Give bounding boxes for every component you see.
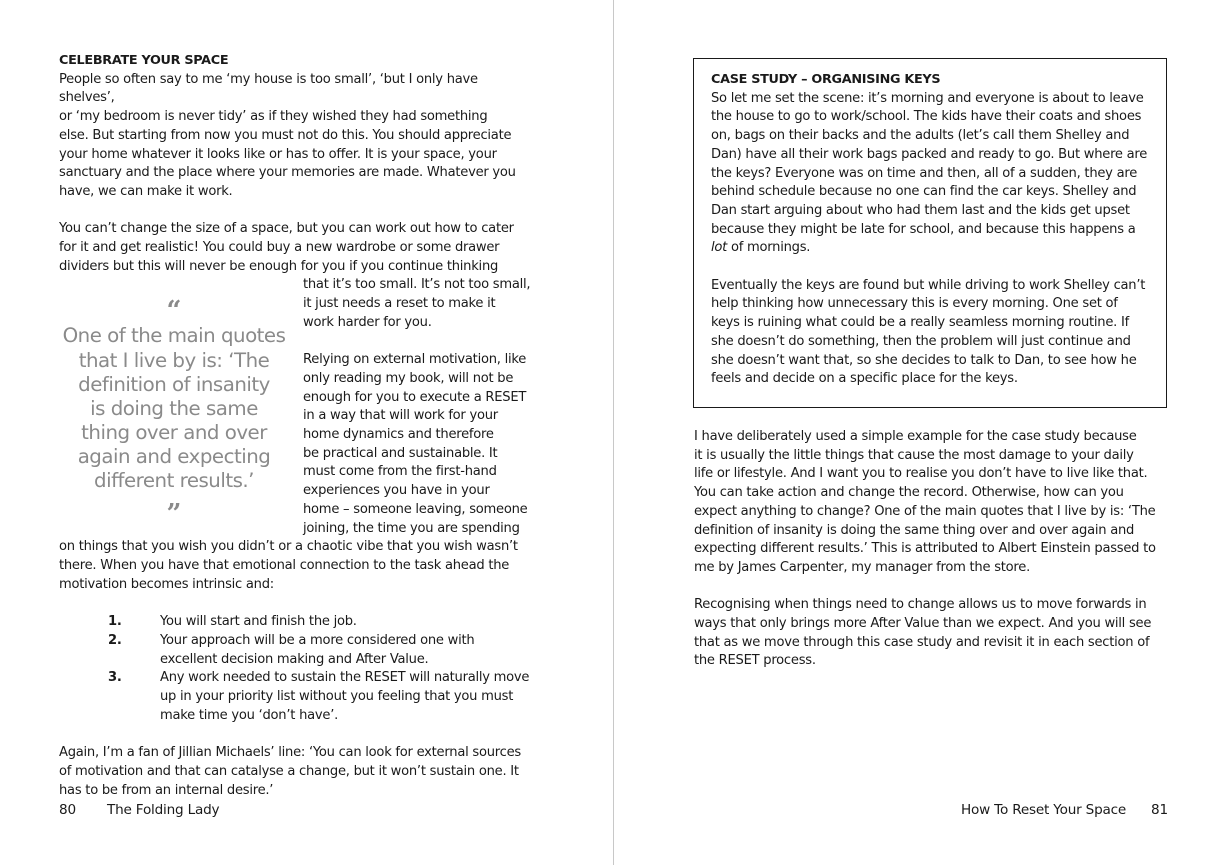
page-number-left: 80: [59, 802, 76, 818]
emphasis: lot: [711, 240, 728, 256]
paragraph-size: You can’t change the size of a space, but you can work out how to cater for it and get realistic! You could buy a new wardrobe or some drawer dividers but this will never be enough for you if you continue thinking: [59, 221, 514, 274]
list-number: 3.: [108, 670, 122, 686]
paragraph-simple-example: I have deliberately used a simple example for the case study because it is usually the little things that cause the most damage to your daily life or lifestyle. And I want you to realise you don’t have to live like that. You can take action and change the record. Otherwise, how can you expect anything to change? One of the main quotes that I live by is: ‘The definition of insanity is doing the same thing over and over again and expecting different results.’ This is attributed to Albert Einstein passed to me by James Carpenter, my manager from the store.: [694, 429, 1156, 575]
left-text-column: [59, 52, 534, 800]
left-page: [0, 0, 613, 865]
paragraph-jillian: Again, I’m a fan of Jillian Michaels’ line: ‘You can look for external sources of motivation and that can catalyse a change, but it won’t sustain one. It has to be from an internal desire.’: [59, 745, 521, 798]
list-number: 1.: [108, 614, 122, 630]
section-heading: CELEBRATE YOUR SPACE: [59, 53, 229, 68]
paragraph-celebrate: People so often say to me ‘my house is too small’, ‘but I only have shelves’, or ‘my bedroom is never tidy’ as if they wished they had something else. But starting from now you must not do this. You should appreciate your home whatever it looks like or has to offer. It is your space, your sanctuary and the place where your memories are made. Whatever you have, we can make it work.: [59, 71, 516, 199]
page-number-right: 81: [1151, 802, 1168, 818]
list-item: 2. Your approach will be a more considered one with excellent decision making and After Value.: [108, 632, 475, 667]
case-study-paragraph-2: Eventually the keys are found but while driving to work Shelley can’t help thinking how unnecessary this is every morning. One set of keys is ruining what could be a really seamless morning routine. If she doesn’t do something, then the problem will just continue and she doesn’t want that, so she decides to talk to Dan, to see how he feels and decide on a specific place for the keys.: [711, 277, 1146, 387]
wrapped-text: that it’s too small. It’s not too small, it just needs a reset to make it work harder for you. Relying on external motivation, like only reading my book, will not be enough for you to execute a RESET in a way that will work for your home dynamics and therefore be practical and sustainable. It must come from the first-hand experiences you have in your home – someone leaving, someone joining, the time you are spending: [303, 277, 531, 536]
case-study-box: [693, 58, 1167, 408]
list-item: 1. You will start and finish the job.: [108, 613, 534, 632]
case-study-paragraph-1: So let me set the scene: it’s morning and everyone is about to leave the house to go to work/school. The kids have their coats and shoes on, bags on their backs and the adults (let’s call them Shelley and Dan) have all their work bags packed and ready to go. But where are the keys? Everyone was on time and then, all of a sudden, they are behind schedule because no one can find the car keys. Shelley and Dan start arguing about who had them last and the kids get upset because they might be late for school, and because this happens a lot of mornings.: [711, 90, 1148, 256]
list-number: 2.: [108, 632, 122, 648]
pull-quote: [59, 296, 289, 530]
paragraph-recognising: Recognising when things need to change allows us to move forwards in ways that only brings more After Value than we expect. And you will see that as we move through this case study and revisit it in each section of the RESET process.: [694, 597, 1152, 669]
paragraph-motivation: on things that you wish you didn’t or a chaotic vibe that you wish wasn’t there. When you have that emotional connection to the task ahead the motivation becomes intrinsic and:: [59, 539, 518, 592]
pull-quote-text: One of the main quotes that I live by is: ‘The definition of insanity is doing the same thing over and over again and expecting different results.’: [62, 324, 286, 492]
running-title-left: The Folding Lady: [107, 802, 220, 818]
pullquote-wrap-area: [59, 276, 534, 538]
list-item: 3. Any work needed to sustain the RESET will naturally move up in your priority list without you feeling that you must make time you ‘don’t have’.: [108, 670, 530, 723]
case-study-heading: CASE STUDY – ORGANISING KEYS: [711, 72, 941, 87]
open-quote-mark: “: [166, 296, 182, 327]
running-title-right: How To Reset Your Space: [961, 802, 1127, 818]
close-quote-mark: ”: [166, 499, 182, 530]
numbered-list: [108, 613, 534, 725]
right-page: [614, 0, 1228, 865]
right-text-column: [694, 428, 1168, 671]
